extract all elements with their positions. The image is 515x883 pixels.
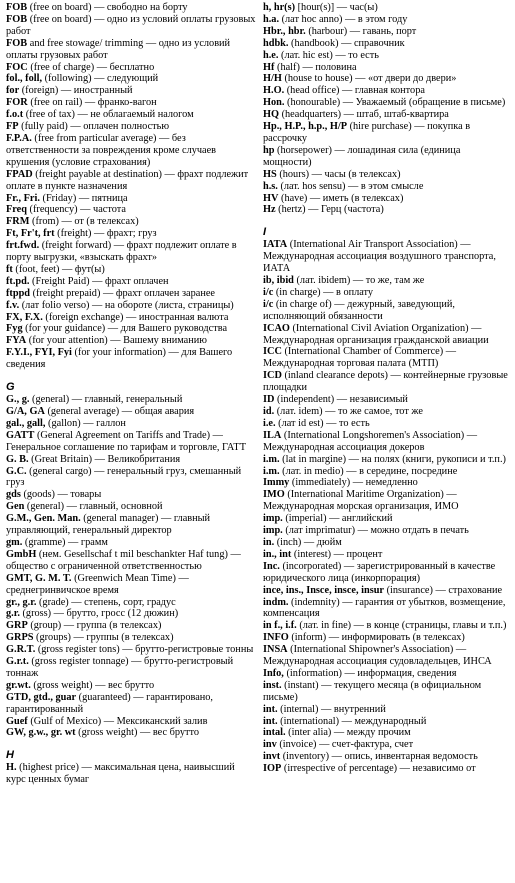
entry-definition: (International Shipowner's Association) — Международная ассоциация судовладельцев, ИНСА: [263, 644, 492, 668]
entry-term: intal.: [263, 727, 286, 739]
entry-term: indm.: [263, 596, 289, 608]
entry-term: Hp., H.P., h.p., H/P: [263, 121, 348, 133]
entry-definition: (indemnity) — гарантия от убытков, возмещение, компенсация: [263, 596, 506, 620]
dictionary-entry: [6, 288, 256, 300]
entry-definition: and free stowage/ trimming — одно из условий оплаты грузовых работ: [6, 37, 231, 61]
dictionary-entry: [6, 97, 256, 109]
entry-definition: (лат. in medio) — в середине, посредине: [279, 465, 458, 477]
entry-definition: (general) — главный, основной: [24, 501, 163, 513]
entry-term: FOR: [6, 97, 28, 109]
entry-term: hp: [263, 144, 275, 156]
dictionary-entry: [6, 193, 256, 205]
dictionary-entry: [263, 668, 511, 680]
entry-definition: (general) — главный, генеральный: [29, 394, 183, 406]
dictionary-entry: [263, 513, 511, 525]
dictionary-entry: [263, 2, 511, 14]
entry-definition: (лат. idem) — то же самое, тот же: [274, 406, 423, 417]
dictionary-entry: [263, 454, 511, 466]
dictionary-entry: [6, 762, 256, 786]
entry-term: IMO: [263, 489, 285, 501]
entry-definition: (general manager) — главный управляющий, генеральный директор: [6, 513, 211, 537]
dictionary-entry: [6, 656, 256, 680]
entry-term: HV: [263, 192, 279, 204]
entry-term: Freq: [6, 204, 27, 216]
dictionary-entry: [263, 394, 511, 406]
dictionary-entry: [6, 513, 256, 537]
dictionary-entry: [263, 14, 511, 26]
dictionary-entry: [263, 370, 511, 394]
entry-definition: (free on rail) — франко-вагон: [27, 97, 157, 109]
dictionary-entry: [263, 38, 511, 50]
entry-term: ftppd: [6, 287, 31, 299]
dictionary-entry: [6, 537, 256, 549]
dictionary-entry: [263, 537, 511, 549]
entry-definition: (half) — половина: [274, 61, 357, 73]
dictionary-entry: [6, 109, 256, 121]
entry-definition: (лат id est) — то есть: [275, 417, 370, 429]
entry-term: F.P.A.: [6, 132, 32, 144]
entry-definition: (have) — иметь (в телексах): [278, 192, 404, 204]
dictionary-entry: [6, 608, 256, 620]
entry-definition: (following) — следующий: [42, 73, 159, 85]
entry-term: in., int: [263, 548, 292, 560]
entry-definition: (internal) — внутренний: [277, 703, 386, 715]
dictionary-entry: [263, 632, 511, 644]
dictionary-entry: [263, 597, 511, 621]
dictionary-entry: [6, 169, 256, 193]
dictionary-entry: [263, 181, 511, 193]
dictionary-entry: [263, 549, 511, 561]
entry-term: FOB: [6, 37, 28, 49]
dictionary-entry: [6, 2, 256, 14]
entry-definition: (foreign exchange) — иностранная валюта: [42, 311, 229, 323]
dictionary-entry: [263, 489, 511, 513]
entry-term: GMT, G. M. T.: [6, 572, 72, 584]
dictionary-entry: [6, 394, 256, 406]
entry-definition: (goods) — товары: [20, 489, 102, 501]
entry-definition: (International Maritime Organization) — Международная морская организация, ИМО: [263, 489, 459, 513]
dictionary-entry: [6, 549, 256, 573]
dictionary-entry: [263, 406, 511, 418]
entry-definition: (free of charge) — бесплатно: [27, 61, 155, 73]
entry-term: G., g.: [6, 394, 30, 406]
dictionary-entry: [6, 204, 256, 216]
entry-definition: (groups) — группы (в телексах): [33, 632, 174, 644]
entry-term: GATT: [6, 429, 35, 441]
dictionary-entry: [6, 276, 256, 288]
entry-definition: (inland clearance depots) — контейнерные грузовые площадки: [263, 370, 508, 394]
dictionary-entry: [263, 620, 511, 632]
entry-term: G.R.T.: [6, 644, 36, 656]
dictionary-entry: [263, 50, 511, 62]
entry-term: FPAD: [6, 168, 33, 180]
dictionary-entry: [263, 204, 511, 216]
entry-term: G/A, GA: [6, 406, 45, 417]
entry-definition: (free from particular average) — без ответственности за повреждения кроме случаев крушения (условие страхования): [6, 132, 217, 168]
entry-definition: (freight) — фрахт; груз: [54, 228, 157, 240]
entry-definition: (inform) — информировать (в телексах): [288, 632, 465, 644]
dictionary-entry: [263, 704, 511, 716]
entry-definition: (gross weight) — вес брутто: [30, 679, 155, 691]
entry-definition: (for your attention) — Вашему вниманию: [26, 335, 207, 347]
dictionary-entry: [6, 573, 256, 597]
entry-term: i.m.: [263, 453, 280, 465]
entry-term: ICD: [263, 370, 282, 382]
dictionary-entry: [6, 644, 256, 656]
dictionary-entry: [6, 418, 256, 430]
entry-definition: (International Civil Aviation Organization) — Международная организация гражданской авиации: [263, 322, 489, 346]
dictionary-entry: [263, 193, 511, 205]
dictionary-entry: [6, 323, 256, 335]
entry-definition: (Greenwich Mean Time) — среднегринвичское время: [6, 572, 189, 596]
entry-term: FRM: [6, 216, 30, 228]
entry-term: h, hr(s): [263, 2, 296, 13]
dictionary-entry: [6, 133, 256, 169]
entry-term: i.m.: [263, 465, 280, 477]
entry-term: Ft, Fr't, frt: [6, 228, 55, 240]
dictionary-entry: [263, 109, 511, 121]
entry-term: ib, ibid: [263, 275, 294, 287]
entry-definition: (Gulf of Mexico) — Мексиканский залив: [27, 715, 208, 727]
entry-definition: (freight payable at destination) — фрахт подлежит оплате в пункте назначения: [6, 168, 249, 192]
dictionary-entry: [263, 169, 511, 181]
entry-definition: (free on board) — одно из условий оплаты грузовых работ: [6, 13, 256, 37]
entry-term: H.O.: [263, 85, 285, 97]
entry-definition: (gross register tonnage) — брутто-регистровый тоннаж: [6, 656, 234, 679]
dictionary-entry: [6, 62, 256, 74]
entry-term: Guef: [6, 715, 28, 727]
entry-definition: (imperial) — английский: [282, 513, 393, 525]
entry-definition: (insurance) — страхование: [384, 584, 503, 596]
dictionary-entry: [263, 121, 511, 145]
dictionary-entry: [6, 85, 256, 97]
dictionary-entry: [263, 73, 511, 85]
entry-definition: (лат hoc anno) — в этом году: [279, 13, 408, 25]
entry-definition: (frequency) — частота: [26, 204, 126, 216]
entry-definition: (International Chamber of Commerce) — Международная торговая палата (МТП): [263, 346, 457, 370]
dictionary-entry: [263, 97, 511, 109]
entry-term: in f., i.f.: [263, 620, 297, 632]
right-column: [263, 2, 511, 775]
dictionary-entry: [6, 727, 256, 739]
entry-term: FOB: [6, 2, 28, 13]
dictionary-entry: [263, 346, 511, 370]
dictionary-entry: [263, 239, 511, 275]
entry-term: FX, F.X.: [6, 311, 43, 323]
entry-definition: (information) — информация, сведения: [283, 667, 457, 679]
left-column: [6, 2, 256, 786]
entry-term: invt: [263, 751, 281, 763]
entry-definition: (General Agreement on Tariffs and Trade) — Генеральное соглашение по тарифам и торговле, ГАТТ: [6, 429, 246, 453]
dictionary-entry: [263, 561, 511, 585]
entry-definition: (head office) — главная контора: [284, 85, 425, 97]
entry-term: int.: [263, 715, 278, 727]
entry-term: GW, g.w., gr. wt: [6, 727, 76, 739]
entry-definition: (free on board) — свободно на борту: [27, 2, 188, 13]
entry-definition: [hour(s)] — час(ы): [295, 2, 378, 13]
entry-definition: (headquarters) — штаб, штаб-квартира: [279, 109, 449, 121]
dictionary-entry: [6, 632, 256, 644]
entry-definition: (group) — группа (в телексах): [27, 620, 162, 632]
dictionary-entry: [263, 430, 511, 454]
entry-definition: (нем. Gesellschaf t mil beschankter Haf tung) — общество с ограниченной ответственностью: [6, 548, 241, 572]
dictionary-entry: [263, 466, 511, 478]
dictionary-entry: [263, 323, 511, 347]
entry-term: i.e.: [263, 417, 276, 429]
dictionary-entry: [263, 145, 511, 169]
entry-definition: (honourable) — Уважаемый (обращение в письме): [284, 97, 506, 109]
entry-term: Hz: [263, 204, 276, 216]
entry-term: FYA: [6, 335, 27, 347]
dictionary-entry: [263, 751, 511, 763]
dictionary-entry: [6, 489, 256, 501]
entry-definition: (in charge) — в оплату: [273, 286, 374, 298]
entry-term: INFO: [263, 632, 289, 644]
entry-definition: (foreign) — иностранный: [19, 85, 133, 97]
section-heading: H: [6, 749, 14, 762]
entry-term: FP: [6, 121, 19, 133]
entry-term: IOP: [263, 763, 282, 775]
entry-term: Hbr., hbr.: [263, 25, 306, 37]
entry-term: INSA: [263, 644, 288, 656]
entry-term: fol., foll,: [6, 73, 43, 85]
entry-term: i/c: [263, 286, 274, 298]
dictionary-entry: [263, 727, 511, 739]
entry-term: G. B.: [6, 453, 29, 465]
entry-definition: (лат. hos sensu) — в этом смысле: [277, 180, 424, 192]
entry-definition: (foot, feet) — фут(ы): [12, 263, 105, 275]
dictionary-entry: [263, 477, 511, 489]
entry-term: gal., gall,: [6, 417, 46, 429]
entry-term: frt.fwd.: [6, 240, 40, 252]
entry-term: Immy: [263, 477, 290, 489]
entry-term: Hon.: [263, 97, 285, 109]
entry-definition: (gramme) — грамм: [22, 536, 108, 548]
dictionary-entry: [263, 763, 511, 775]
entry-term: FOC: [6, 61, 28, 73]
entry-definition: (Friday) — пятница: [39, 192, 128, 204]
entry-definition: (general cargo) — генеральный груз, смешанный груз: [6, 465, 242, 489]
entry-term: Inc.: [263, 560, 280, 572]
entry-definition: (лат. in fine) — в конце (страницы, главы и т.п.): [296, 620, 507, 632]
entry-definition: (лат folio verso) — на обороте (листа, страницы): [19, 299, 234, 311]
entry-definition: (general average) — общая авария: [44, 406, 195, 417]
entry-definition: (irrespective of percentage) — независимо от: [281, 763, 476, 775]
entry-term: G.C.: [6, 465, 27, 477]
entry-term: GRP: [6, 620, 28, 632]
entry-term: Fyg: [6, 323, 23, 335]
entry-term: gds: [6, 489, 21, 501]
dictionary-entry: [6, 716, 256, 728]
entry-definition: (hertz) — Герц (частота): [275, 204, 384, 216]
section-heading: G: [6, 381, 15, 394]
entry-term: F.Y.I., FYI, Fyi: [6, 347, 72, 359]
dictionary-entry: [263, 62, 511, 74]
dictionary-entry: [6, 692, 256, 716]
entry-definition: (gallon) — галлон: [45, 417, 126, 429]
dictionary-entry: [6, 466, 256, 490]
entry-definition: (instant) — текущего месяца (в официальном письме): [263, 679, 482, 703]
entry-definition: (free of tax) — не облагаемый налогом: [23, 109, 194, 121]
dictionary-entry: [263, 275, 511, 287]
entry-definition: (guaranteed) — гарантировано, гарантированный: [6, 691, 213, 715]
entry-definition: (fully paid) — оплачен полностью: [18, 121, 170, 133]
dictionary-entry: [6, 430, 256, 454]
entry-definition: (international) — международный: [277, 715, 427, 727]
entry-term: GRPS: [6, 632, 34, 644]
dictionary-entry: [6, 264, 256, 276]
entry-term: GmbH: [6, 548, 37, 560]
dictionary-entry: [6, 680, 256, 692]
entry-term: ft.pd.: [6, 275, 30, 287]
entry-definition: (handbook) — справочник: [288, 37, 405, 49]
dictionary-entry: [6, 597, 256, 609]
entry-term: imp.: [263, 513, 283, 525]
entry-definition: (inch) — дюйм: [274, 536, 342, 548]
entry-definition: (lat in margine) — на полях (книги, рукописи и т.п.): [279, 453, 506, 465]
dictionary-entry: [263, 299, 511, 323]
dictionary-entry: [263, 716, 511, 728]
entry-definition: (International Longshoremen's Association) — Международная ассоциация докеров: [263, 429, 478, 453]
entry-definition: (gross weight) — вес брутто: [75, 727, 200, 739]
dictionary-entry: [263, 418, 511, 430]
dictionary-entry: [263, 739, 511, 751]
entry-term: in.: [263, 536, 275, 548]
entry-term: ICC: [263, 346, 282, 358]
entry-definition: (in charge of) — дежурный, заведующий, исполняющий обязанности: [263, 298, 455, 322]
entry-definition: (hire purchase) — покупка в рассрочку: [263, 121, 471, 144]
entry-definition: (inter alia) — между прочим: [285, 727, 411, 739]
dictionary-entry: [6, 14, 256, 38]
dictionary-entry: [6, 347, 256, 371]
entry-definition: (gross) — брутто, гросс (12 дюжин): [19, 608, 179, 620]
entry-term: gm.: [6, 536, 23, 548]
entry-term: Gen: [6, 501, 25, 513]
entry-definition: (inventory) — опись, инвентарная ведомость: [280, 751, 478, 763]
entry-term: h.e.: [263, 49, 279, 61]
dictionary-entry: [6, 240, 256, 264]
dictionary-entry: [6, 73, 256, 85]
dictionary-entry: [6, 454, 256, 466]
entry-term: G.M., Gen. Man.: [6, 513, 81, 525]
entry-term: ince, ins., Insce, insce, insur: [263, 584, 384, 596]
entry-definition: (from) — от (в телексах): [29, 216, 139, 228]
entry-definition: (gross register tons) — брутто-регистровые тонны: [35, 644, 254, 656]
entry-definition: (лат. hic est) — то есть: [278, 49, 379, 61]
entry-term: gr., g.r.: [6, 596, 37, 608]
entry-definition: (horsepower) — лошадиная сила (единица мощности): [263, 144, 461, 168]
entry-term: imp.: [263, 525, 283, 537]
entry-term: h.s.: [263, 180, 278, 192]
entry-term: HS: [263, 168, 277, 180]
entry-term: for: [6, 85, 20, 97]
dictionary-entry: [263, 525, 511, 537]
dictionary-entry: [6, 335, 256, 347]
entry-term: g.r.: [6, 608, 20, 620]
entry-term: Hf: [263, 61, 275, 73]
entry-term: H.: [6, 762, 17, 774]
entry-term: ft: [6, 263, 13, 275]
entry-term: hdbk.: [263, 37, 289, 49]
entry-term: IATA: [263, 239, 288, 251]
dictionary-entry: [263, 85, 511, 97]
entry-definition: (Great Britain) — Великобритания: [28, 453, 181, 465]
entry-definition: (hours) — часы (в телексах): [276, 168, 401, 180]
entry-term: i/c: [263, 298, 274, 310]
entry-definition: (house to house) — «от двери до двери»: [281, 73, 457, 85]
entry-term: H/H: [263, 73, 282, 85]
entry-term: h.a.: [263, 13, 280, 25]
entry-definition: (interest) — процент: [291, 548, 383, 560]
entry-definition: (freight forward) — фрахт подлежит оплате в порту выгрузки, «взыскать фрахт»: [6, 240, 237, 264]
dictionary-entry: [263, 680, 511, 704]
entry-definition: (grade) — степень, сорт, градус: [36, 596, 176, 608]
entry-term: Fr., Fri.: [6, 192, 40, 204]
entry-definition: (highest price) — максимальная цена, наивысший курс ценных бумаг: [6, 762, 235, 786]
entry-definition: (лат. ibidem) — то же, там же: [293, 275, 425, 287]
dictionary-entry: [263, 287, 511, 299]
entry-definition: (harbour) — гавань, порт: [305, 25, 417, 37]
entry-definition: (independent) — независимый: [274, 394, 408, 406]
dictionary-entry: [263, 585, 511, 597]
entry-term: id.: [263, 406, 275, 417]
entry-term: inst.: [263, 679, 282, 691]
dictionary-entry: [6, 38, 256, 62]
entry-term: f.o.t: [6, 109, 24, 121]
entry-definition: (for your information) — для Вашего сведения: [6, 347, 233, 371]
entry-term: FOB: [6, 13, 28, 25]
dictionary-entry: [6, 620, 256, 632]
entry-definition: (for your guidance) — для Вашего руководства: [22, 323, 228, 335]
dictionary-entry: [6, 406, 256, 418]
entry-definition: (immediately) — немедленно: [289, 477, 418, 489]
dictionary-entry: [6, 121, 256, 133]
entry-term: GTD, gtd., guar: [6, 691, 77, 703]
dictionary-entry: [6, 228, 256, 240]
entry-term: gr.wt.: [6, 679, 31, 691]
entry-definition: (лат imprimatur) — можно отдать в печать: [282, 525, 469, 537]
entry-definition: (freight prepaid) — фрахт оплачен заранее: [30, 287, 215, 299]
entry-term: ID: [263, 394, 275, 406]
entry-term: ILA: [263, 429, 282, 441]
entry-term: int.: [263, 703, 278, 715]
section-heading: I: [263, 226, 267, 239]
dictionary-entry: [263, 26, 511, 38]
dictionary-entry: [6, 216, 256, 228]
entry-definition: (Freight Paid) — фрахт оплачен: [29, 275, 169, 287]
entry-definition: (International Air Transport Association) — Международная ассоциация воздушного транспорта, ИАТА: [263, 239, 496, 275]
dictionary-entry: [263, 644, 511, 668]
entry-term: Info,: [263, 667, 284, 679]
entry-definition: (incorporated) — зарегистрированный в качестве юридического лица (инкорпорация): [263, 560, 496, 584]
entry-definition: (invoice) — счет-фактура, счет: [276, 739, 414, 751]
dictionary-entry: [6, 300, 256, 312]
entry-term: inv: [263, 739, 277, 751]
entry-term: ICAO: [263, 322, 290, 334]
entry-term: f.v.: [6, 299, 20, 311]
entry-term: HQ: [263, 109, 280, 121]
dictionary-entry: [6, 312, 256, 324]
dictionary-entry: [6, 501, 256, 513]
entry-term: G.r.t.: [6, 656, 29, 668]
